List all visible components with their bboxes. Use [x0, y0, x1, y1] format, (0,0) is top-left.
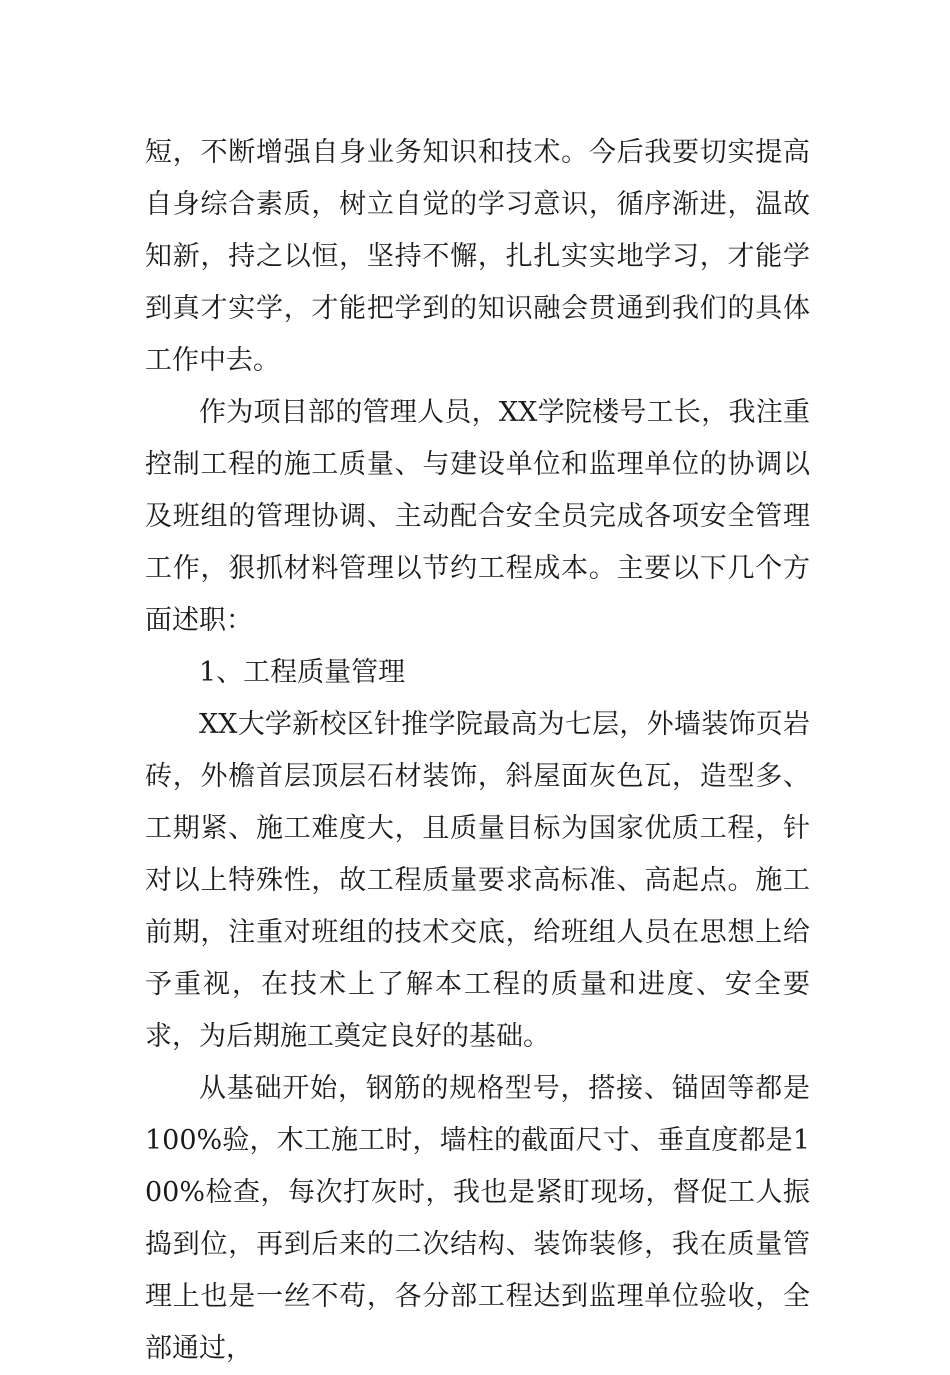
paragraph-continuation: 短，不断增强自身业务知识和技术。今后我要切实提高自身综合素质，树立自觉的学习意识，循序渐进，温故知新，持之以恒，坚持不懈，扎扎实实地学习，才能学到真才实学，才能把学到的知识融会贯通到我们的具体工作中去。 — [145, 137, 810, 376]
paragraph-project-overview: XX大学新校区针推学院最高为七层，外墙装饰页岩砖，外檐首层顶层石材装饰，斜屋面灰色瓦，造型多、工期紧、施工难度大，且质量目标为国家优质工程，针对以上特殊性，故工程质量要求高标准、高起点。施工前期，注重对班组的技术交底，给班组人员在思想上给予重视，在技术上了解本工程的质量和进度、安全要求，为后期施工奠定良好的基础。 — [145, 709, 810, 1052]
section-heading-quality: 1、工程质量管理 — [199, 657, 406, 688]
document-body — [145, 127, 810, 1375]
paragraph-role-intro: 作为项目部的管理人员，XX学院楼号工长，我注重控制工程的施工质量、与建设单位和监理单位的协调以及班组的管理协调、主动配合安全员完成各项安全管理工作，狠抓材料管理以节约工程成本。主要以下几个方面述职： — [145, 397, 810, 636]
paragraph-quality-control: 从基础开始，钢筋的规格型号，搭接、锚固等都是100%验，木工施工时，墙柱的截面尺寸、垂直度都是100%检查，每次打灰时，我也是紧盯现场，督促工人振捣到位，再到后来的二次结构、装饰装修，我在质量管理上也是一丝不苟，各分部工程达到监理单位验收，全部通过， — [145, 1073, 810, 1364]
